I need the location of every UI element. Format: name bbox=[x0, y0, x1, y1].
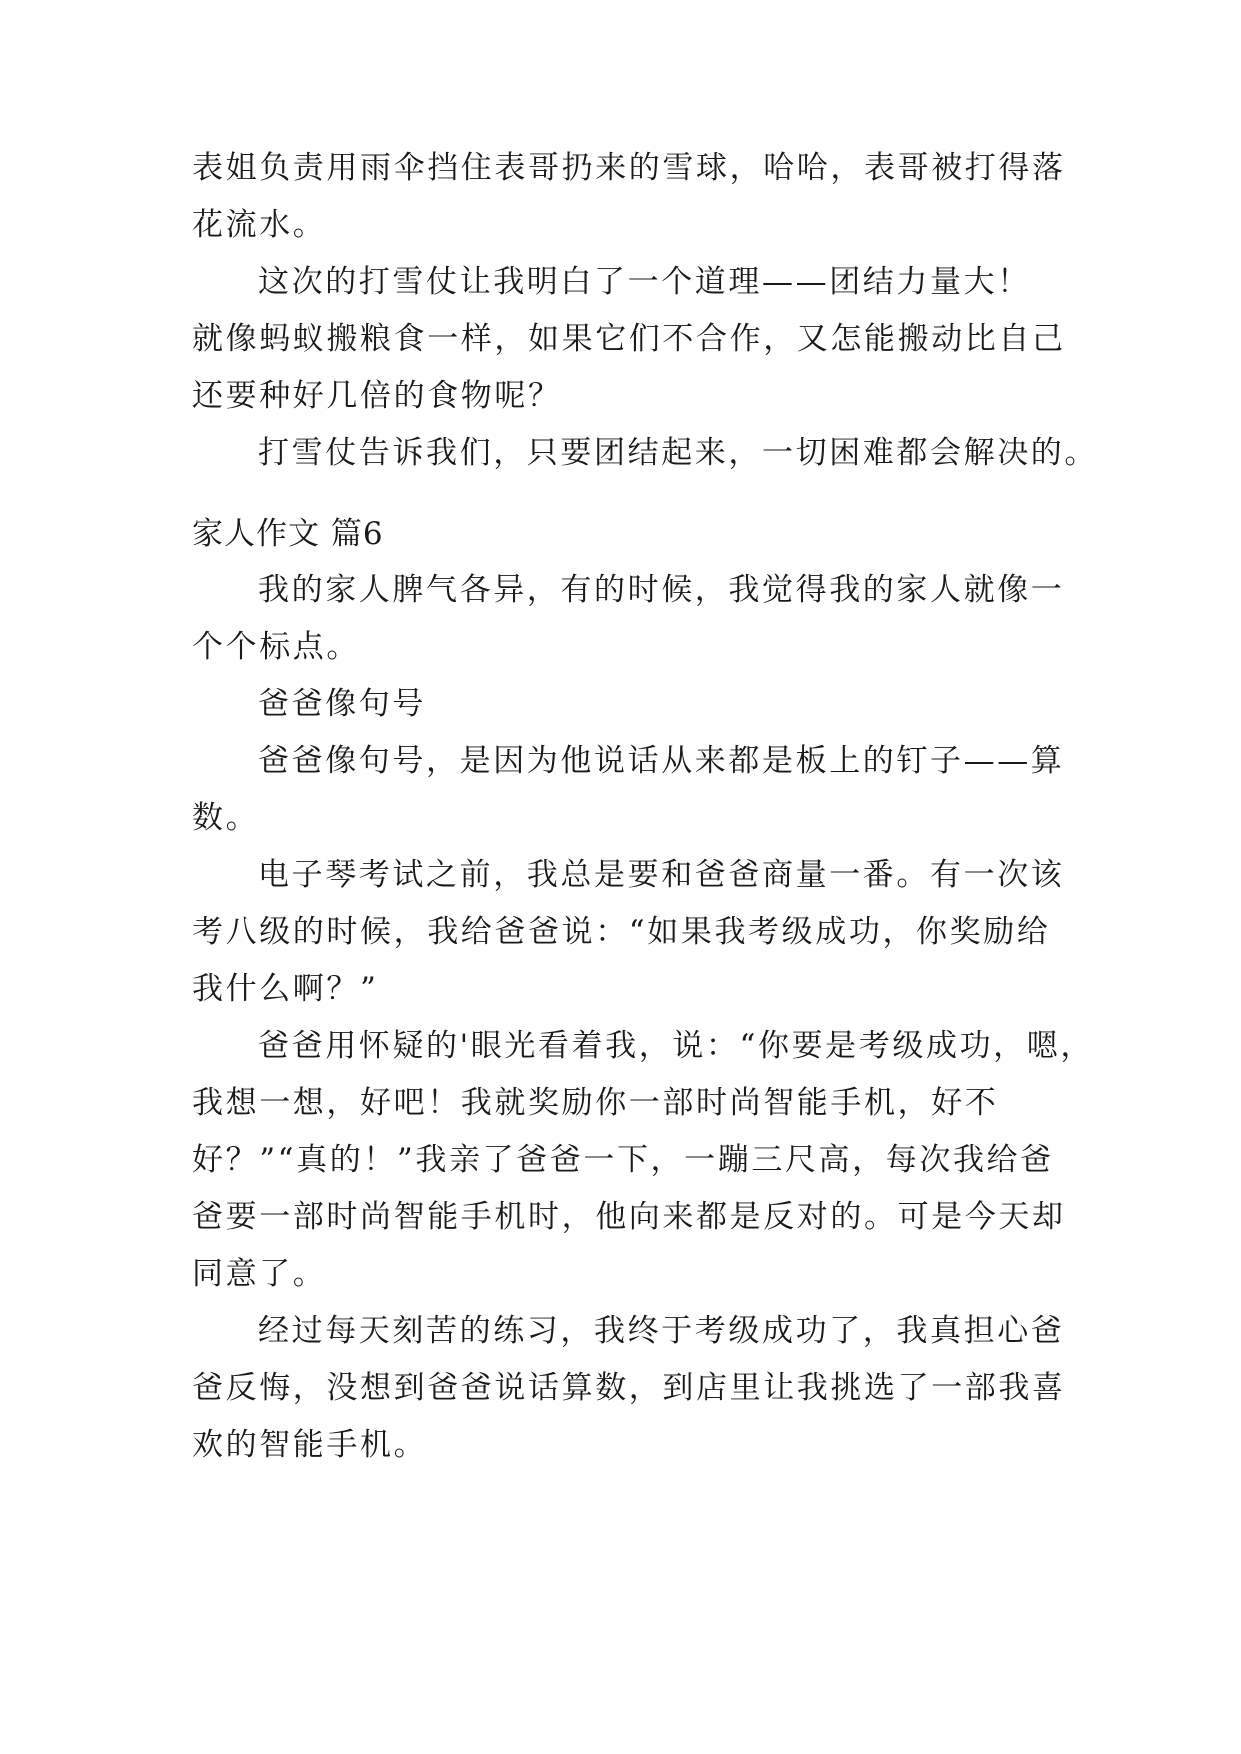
text-line: 好？”“真的！”我亲了爸爸一下，一蹦三尺高，每次我给爸 bbox=[192, 1142, 1054, 1178]
subheading: 爸爸像句号 bbox=[258, 686, 426, 722]
text-line: 爸要一部时尚智能手机时，他向来都是反对的。可是今天却 bbox=[192, 1199, 1066, 1235]
text-line: 数。 bbox=[192, 800, 260, 836]
text-line: 我想一想，好吧！我就奖励你一部时尚智能手机，好不 bbox=[192, 1085, 999, 1121]
text-line: 还要种好几倍的食物呢？ bbox=[192, 378, 562, 414]
paragraph-start: 爸爸像句号，是因为他说话从来都是板上的钉子——算 bbox=[258, 743, 1065, 779]
paragraph-start: 我的家人脾气各异，有的时候，我觉得我的家人就像一 bbox=[258, 572, 1065, 608]
paragraph-start: 打雪仗告诉我们，只要团结起来，一切困难都会解决的。 bbox=[258, 435, 1098, 471]
text-line: 表姐负责用雨伞挡住表哥扔来的雪球，哈哈，表哥被打得落 bbox=[192, 150, 1066, 186]
text-line: 爸反悔，没想到爸爸说话算数，到店里让我挑选了一部我喜 bbox=[192, 1370, 1066, 1406]
section-heading: 家人作文 篇6 bbox=[192, 516, 384, 552]
text-line: 欢的智能手机。 bbox=[192, 1427, 428, 1463]
text-line: 个个标点。 bbox=[192, 629, 360, 665]
paragraph-start: 爸爸用怀疑的'眼光看着我，说：“你要是考级成功，嗯， bbox=[258, 1028, 1094, 1064]
text-line: 就像蚂蚁搬粮食一样，如果它们不合作，又怎能搬动比自己 bbox=[192, 321, 1066, 357]
paragraph-start: 这次的打雪仗让我明白了一个道理——团结力量大！ bbox=[258, 264, 1031, 300]
paragraph-start: 电子琴考试之前，我总是要和爸爸商量一番。有一次该 bbox=[258, 857, 1065, 893]
paragraph-start: 经过每天刻苦的练习，我终于考级成功了，我真担心爸 bbox=[258, 1313, 1065, 1349]
text-line: 同意了。 bbox=[192, 1256, 327, 1292]
text-line: 考八级的时候，我给爸爸说：“如果我考级成功，你奖励给 bbox=[192, 914, 1051, 950]
text-line: 花流水。 bbox=[192, 207, 327, 243]
text-line: 我什么啊？” bbox=[192, 971, 379, 1007]
